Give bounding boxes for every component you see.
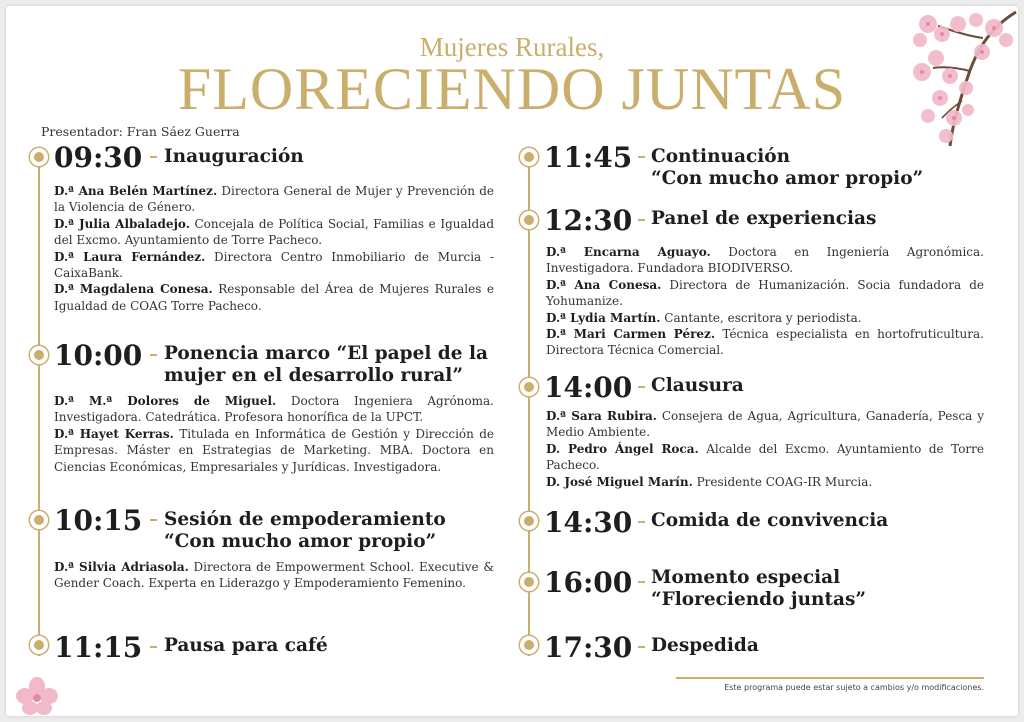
- speaker-name: D. José Miguel Marín.: [546, 474, 693, 489]
- program-sheet: [6, 6, 1018, 716]
- slot-time: 11:45: [544, 141, 633, 174]
- time-dash: [638, 156, 645, 158]
- speaker-name: D.ª Sara Rubira.: [546, 409, 657, 423]
- slot-heading: Continuación: [651, 146, 791, 167]
- slot-heading: Momento especial: [651, 567, 841, 588]
- speaker-role: Consejera de Agua, Agricultura, Ganadería, Pesca y Medio Ambiente.: [546, 409, 984, 440]
- timeline-dot: [30, 148, 48, 166]
- speaker-entry: [54, 249, 494, 282]
- speaker-role: Directora de Humanización. Socia fundadora de Yohumanize.: [546, 277, 984, 309]
- slot-heading: Comida de convivencia: [651, 510, 889, 531]
- speaker-role: Cantante, escritora y periodista.: [660, 310, 862, 325]
- speaker-entry: [54, 216, 494, 249]
- slot-heading: “Con mucho amor propio”: [651, 168, 924, 189]
- footer-divider: [676, 677, 984, 679]
- speaker-name: D.ª Ana Conesa.: [546, 277, 662, 292]
- speaker-entry: [546, 326, 984, 359]
- timeline-dot: [30, 636, 48, 654]
- speaker-name: D.ª Hayet Kerras.: [54, 426, 174, 441]
- speaker-name: D.ª Lydia Martín.: [546, 310, 661, 325]
- time-dash: [150, 646, 157, 648]
- speaker-role: Directora de Empowerment School. Executive & Gender Coach. Experta en Liderazgo y Empoderamiento Femenino.: [54, 560, 494, 591]
- time-dash: [638, 581, 645, 583]
- speaker-name: D. Pedro Ángel Roca.: [546, 441, 699, 456]
- slot-heading: Ponencia marco “El papel de la: [164, 343, 488, 364]
- footer-note: Este programa puede estar sujeto a cambios y/o modificaciones.: [724, 683, 984, 692]
- blossom-flower-icon: [12, 676, 62, 716]
- time-dash: [638, 219, 645, 221]
- presenter-line: Presentador: Fran Sáez Guerra: [41, 124, 240, 139]
- slot-time: 14:00: [544, 371, 633, 404]
- speaker-entry: [54, 426, 494, 475]
- speaker-role: Responsable del Área de Mujeres Rurales e Igualdad de COAG Torre Pacheco.: [54, 282, 494, 313]
- speaker-role: Directora Centro Inmobiliario de Murcia - CaixaBank.: [54, 249, 494, 281]
- speaker-list: [546, 244, 984, 359]
- event-title: FLORECIENDO JUNTAS: [177, 56, 847, 122]
- speaker-role: Doctora Ingeniera Agrónoma. Investigadora. Catedrática. Profesora honorífica de la UPCT.: [54, 394, 494, 425]
- speaker-role: Alcalde del Excmo. Ayuntamiento de Torre Pacheco.: [546, 441, 984, 473]
- slot-heading: “Con mucho amor propio”: [164, 531, 437, 552]
- slot-heading: Panel de experiencias: [651, 208, 877, 229]
- speaker-name: D.ª Laura Fernández.: [54, 249, 206, 264]
- speaker-role: Titulada en Informática de Gestión y Dirección de Empresas. Máster en Estrategias de Marketing. MBA. Doctora en Ciencias Económicas, Empresariales y Jurídicas. Investigadora.: [54, 426, 494, 474]
- speaker-entry: [546, 474, 984, 490]
- slot-time: 12:30: [544, 204, 633, 237]
- speaker-name: D.ª Silvia Adriasola.: [54, 560, 189, 574]
- slot-heading: Inauguración: [164, 146, 304, 167]
- speaker-entry: [54, 281, 494, 314]
- speaker-entry: [54, 393, 494, 426]
- slot-heading: Clausura: [651, 375, 744, 396]
- slot-time: 16:00: [544, 566, 633, 599]
- slot-heading: Pausa para café: [164, 635, 328, 656]
- speaker-entry: [546, 408, 984, 441]
- slot-time: 14:30: [544, 506, 633, 539]
- speaker-list: [546, 408, 984, 490]
- speaker-entry: [54, 559, 494, 592]
- timeline-dot: [520, 512, 538, 530]
- speaker-entry: [546, 244, 984, 277]
- time-dash: [150, 156, 157, 158]
- speaker-entry: [54, 183, 494, 216]
- speaker-name: D.ª Encarna Aguayo.: [546, 245, 711, 259]
- timeline-dot: [520, 573, 538, 591]
- event-subtitle: Mujeres Rurales,: [419, 32, 605, 62]
- slot-time: 10:00: [54, 339, 143, 372]
- speaker-name: D.ª Julia Albaladejo.: [54, 216, 190, 231]
- slot-time: 11:15: [54, 631, 143, 664]
- speaker-role: Doctora en Ingeniería Agronómica. Investigadora. Fundadora BIODIVERSO.: [546, 245, 984, 276]
- slot-heading: “Floreciendo juntas”: [651, 589, 867, 610]
- speaker-name: D.ª M.ª Dolores de Miguel.: [54, 394, 277, 408]
- timeline-dot: [520, 211, 538, 229]
- slot-heading: mujer en el desarrollo rural”: [164, 365, 463, 386]
- speaker-role: Presidente COAG-IR Murcia.: [692, 474, 873, 489]
- speaker-role: Concejala de Política Social, Familias e Igualdad del Excmo. Ayuntamiento de Torre Pacheco.: [54, 216, 495, 248]
- timeline-dot: [30, 346, 48, 364]
- speaker-list: [54, 559, 494, 592]
- slot-time: 09:30: [54, 141, 143, 174]
- speaker-name: D.ª Magdalena Conesa.: [54, 282, 213, 297]
- speaker-role: Técnica especialista en hortofruticultura. Directora Técnica Comercial.: [546, 327, 984, 358]
- timeline-dot: [520, 378, 538, 396]
- slot-heading: Despedida: [651, 635, 759, 656]
- timeline-line-left: [38, 156, 40, 656]
- timeline-dot: [520, 636, 538, 654]
- speaker-list: [54, 183, 494, 314]
- timeline-dot: [30, 511, 48, 529]
- slot-time: 17:30: [544, 631, 633, 664]
- speaker-name: D.ª Mari Carmen Pérez.: [546, 327, 716, 342]
- slot-time: 10:15: [54, 504, 143, 537]
- speaker-entry: [546, 277, 984, 310]
- time-dash: [638, 646, 645, 648]
- time-dash: [150, 519, 157, 521]
- time-dash: [638, 521, 645, 523]
- slot-heading: Sesión de empoderamiento: [164, 509, 446, 530]
- time-dash: [638, 386, 645, 388]
- time-dash: [150, 354, 157, 356]
- timeline-dot: [520, 148, 538, 166]
- speaker-entry: [546, 310, 984, 326]
- speaker-name: D.ª Ana Belén Martínez.: [54, 184, 218, 198]
- speaker-list: [54, 393, 494, 475]
- speaker-role: Directora General de Mujer y Prevención de la Violencia de Género.: [54, 184, 494, 215]
- speaker-entry: [546, 441, 984, 474]
